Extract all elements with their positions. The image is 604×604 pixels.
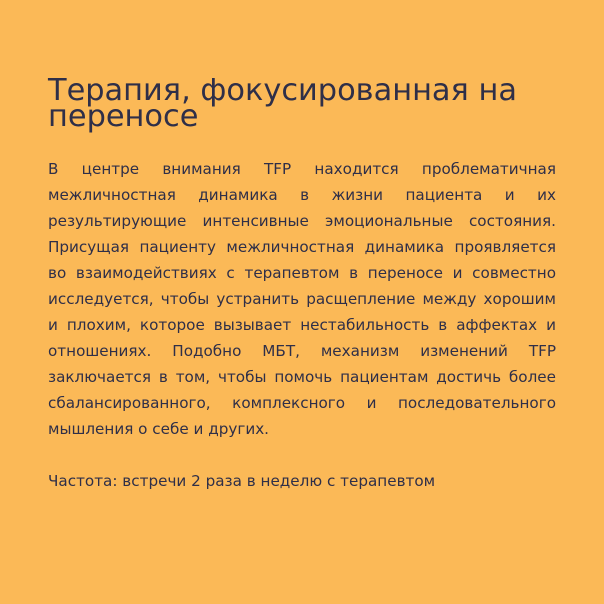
body-paragraph: В центре внимания TFP находится проблематичная межличностная динамика в жизни пациента и их результирующие интенсивные эмоциональные состояния. Присущая пациенту межличностная динамика проявляется во взаимодействиях с терапевтом в переносе и совместно исследуется, чтобы устранить расщепление между хорошим и плохим, которое вызывает нестабильность в аффектах и отношениях. Подобно МБТ, механизм изменений TFP заключается в том, чтобы помочь пациентам достичь более сбалансированного, комплексного и последовательного мышления о себе и других. <box>48 160 556 438</box>
document-page <box>48 73 556 494</box>
frequency-text: Частота: встречи 2 раза в неделю с терапевтом <box>48 472 436 490</box>
page-title: Терапия, фокусированная на переносе <box>48 73 517 134</box>
